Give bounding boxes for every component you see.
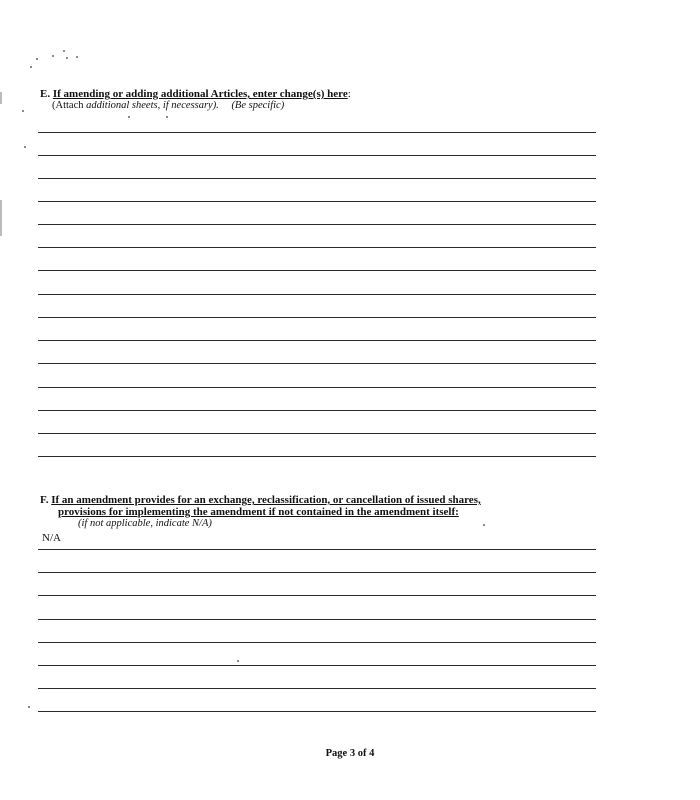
- scan-speck: [22, 110, 24, 112]
- answer-line-e[interactable]: [38, 294, 596, 295]
- answer-line-e[interactable]: [38, 201, 596, 202]
- answer-line-e[interactable]: [38, 132, 596, 133]
- answer-line-f[interactable]: [38, 595, 596, 596]
- answer-line-e[interactable]: [38, 247, 596, 248]
- section-f-title-line1: If an amendment provides for an exchange, reclassification, or cancellation of issued shares,: [51, 494, 481, 506]
- answer-line-f[interactable]: [38, 619, 596, 620]
- answer-line-f[interactable]: [38, 688, 596, 689]
- section-f-answer[interactable]: N/A: [42, 532, 61, 544]
- scan-speck: [30, 66, 32, 68]
- section-e-colon: :: [347, 88, 351, 100]
- answer-line-e[interactable]: [38, 363, 596, 364]
- section-f-title-line2: provisions for implementing the amendment if not contained in the amendment itself:: [58, 506, 459, 518]
- section-f-note-text: (if not applicable, indicate N/A): [78, 518, 212, 529]
- answer-line-f[interactable]: [38, 711, 596, 712]
- answer-line-f[interactable]: [38, 572, 596, 573]
- scan-margin-mark: [0, 92, 2, 104]
- answer-line-f[interactable]: [38, 549, 596, 550]
- answer-line-e[interactable]: [38, 433, 596, 434]
- scan-speck: [483, 524, 485, 526]
- answer-line-e[interactable]: [38, 410, 596, 411]
- answer-line-e[interactable]: [38, 387, 596, 388]
- answer-line-e[interactable]: [38, 317, 596, 318]
- scan-speck: [52, 55, 54, 57]
- section-f-note: [78, 518, 212, 530]
- scan-speck: [24, 146, 26, 148]
- section-e-letter: E.: [40, 88, 51, 100]
- answer-line-e[interactable]: [38, 270, 596, 271]
- scan-speck: [76, 56, 78, 58]
- section-e-note-italic: additional sheets, if necessary).: [86, 100, 219, 111]
- section-f-letter: F.: [40, 494, 49, 506]
- answer-line-e[interactable]: [38, 456, 596, 457]
- section-e-note-specific: (Be specific): [231, 100, 285, 111]
- answer-line-e[interactable]: [38, 155, 596, 156]
- scan-speck: [128, 116, 130, 118]
- answer-line-e[interactable]: [38, 224, 596, 225]
- answer-line-f[interactable]: [38, 665, 596, 666]
- scan-speck: [237, 660, 239, 662]
- section-e-note: [52, 100, 284, 112]
- section-e-note-prefix: (Attach: [52, 100, 87, 111]
- answer-line-e[interactable]: [38, 178, 596, 179]
- scan-speck: [28, 706, 30, 708]
- scan-speck: [166, 116, 168, 118]
- answer-line-f[interactable]: [38, 642, 596, 643]
- scan-speck: [63, 50, 65, 52]
- scan-speck: [36, 58, 38, 60]
- scan-speck: [66, 57, 68, 59]
- answer-line-e[interactable]: [38, 340, 596, 341]
- section-e-title: If amending or adding additional Articles, enter change(s) here: [52, 88, 348, 100]
- scan-margin-mark: [0, 200, 2, 236]
- page-number: Page 3 of 4: [325, 748, 375, 759]
